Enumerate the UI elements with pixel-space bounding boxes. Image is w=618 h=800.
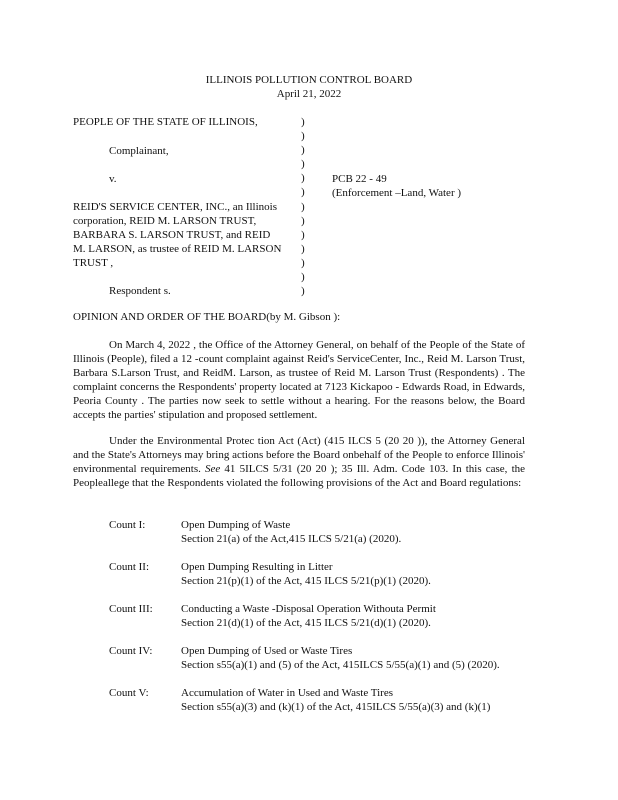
opinion-paragraph-1: On March 4, 2022 , the Office of the Attorney General, on behalf of the People of the State of Illinois (People), filed a 12 -count complaint against Reid's ServiceCenter, Inc., Reid M. Larson Trust, Barbara S.Larson Trust, and ReidM. Larson, as trustee of Reid M. Larson Trust (Respondents) . The complaint concerns the Respondents' property located at 7123 Kickapoo - Edwards Road, in Edwards, Peoria County . The parties now seek to settle without a hearing. For the reasons below, the Board accepts the parties' stipulation and proposed settlement. bbox=[73, 339, 525, 421]
defendant-line: TRUST , bbox=[73, 257, 114, 269]
versus-label: v. bbox=[109, 173, 117, 185]
count-section: Section 21(d)(1) of the Act, 415 ILCS 5/21(d)(1) (2020). bbox=[181, 617, 431, 629]
defendant-line: corporation, REID M. LARSON TRUST, bbox=[73, 215, 257, 227]
board-title: ILLINOIS POLLUTION CONTROL BOARD bbox=[205, 74, 413, 86]
count-title: Open Dumping of Waste bbox=[181, 519, 291, 531]
count-title: Conducting a Waste -Disposal Operation Withouta Permit bbox=[181, 603, 436, 615]
defendant-line: REID'S SERVICE CENTER, INC., an Illinois bbox=[73, 201, 277, 213]
case-number: PCB 22 - 49 bbox=[332, 173, 387, 185]
count-label: Count I: bbox=[109, 519, 146, 531]
order-date: April 21, 2022 bbox=[276, 88, 342, 100]
opinion-heading: OPINION AND ORDER OF THE BOARD(by M. Gibson ): bbox=[73, 311, 341, 323]
see-citation-signal: See bbox=[205, 463, 221, 475]
paragraph-2-citation: 41 5ILCS 5/31 (20 20 ); 35 Ill. Adm. Code 103. In this case, the Peopleallege that the Respondents violated the following provisions of the Act and Board regulations: bbox=[73, 463, 526, 489]
count-title: Accumulation of Water in Used and Waste Tires bbox=[181, 687, 393, 699]
caption-paren-column: ) ) ) ) ) ) ) ) ) ) ) ) ) bbox=[301, 116, 305, 298]
count-label: Count IV: bbox=[109, 645, 153, 657]
count-section: Section 21(p)(1) of the Act, 415 ILCS 5/21(p)(1) (2020). bbox=[181, 575, 431, 587]
count-section: Section s55(a)(1) and (5) of the Act, 415ILCS 5/55(a)(1) and (5) (2020). bbox=[181, 659, 500, 671]
plaintiff-name: PEOPLE OF THE STATE OF ILLINOIS, bbox=[73, 116, 258, 128]
count-section: Section s55(a)(3) and (k)(1) of the Act, 415ILCS 5/55(a)(3) and (k)(1) bbox=[181, 701, 491, 713]
defendant-line: BARBARA S. LARSON TRUST, and REID bbox=[73, 229, 271, 241]
opinion-paragraph-2 bbox=[73, 434, 525, 490]
count-section: Section 21(a) of the Act,415 ILCS 5/21(a) (2020). bbox=[181, 533, 402, 545]
count-title: Open Dumping of Used or Waste Tires bbox=[181, 645, 353, 657]
paragraph-2-text: Under the Environmental Protec tion Act (Act) (415 ILCS 5 (20 20 )), the Attorney General and the State's Attorneys may bring actions before the Board onbehalf of the People to enforce Illinois' environmental requirements. bbox=[73, 435, 525, 475]
defendant-line: M. LARSON, as trustee of REID M. LARSON bbox=[73, 243, 282, 255]
case-type: (Enforcement –Land, Water ) bbox=[332, 187, 462, 199]
count-label: Count II: bbox=[109, 561, 150, 573]
count-label: Count III: bbox=[109, 603, 153, 615]
respondents-label: Respondent s. bbox=[109, 285, 171, 297]
count-title: Open Dumping Resulting in Litter bbox=[181, 561, 333, 573]
complainant-label: Complainant, bbox=[109, 145, 169, 157]
count-label: Count V: bbox=[109, 687, 149, 699]
